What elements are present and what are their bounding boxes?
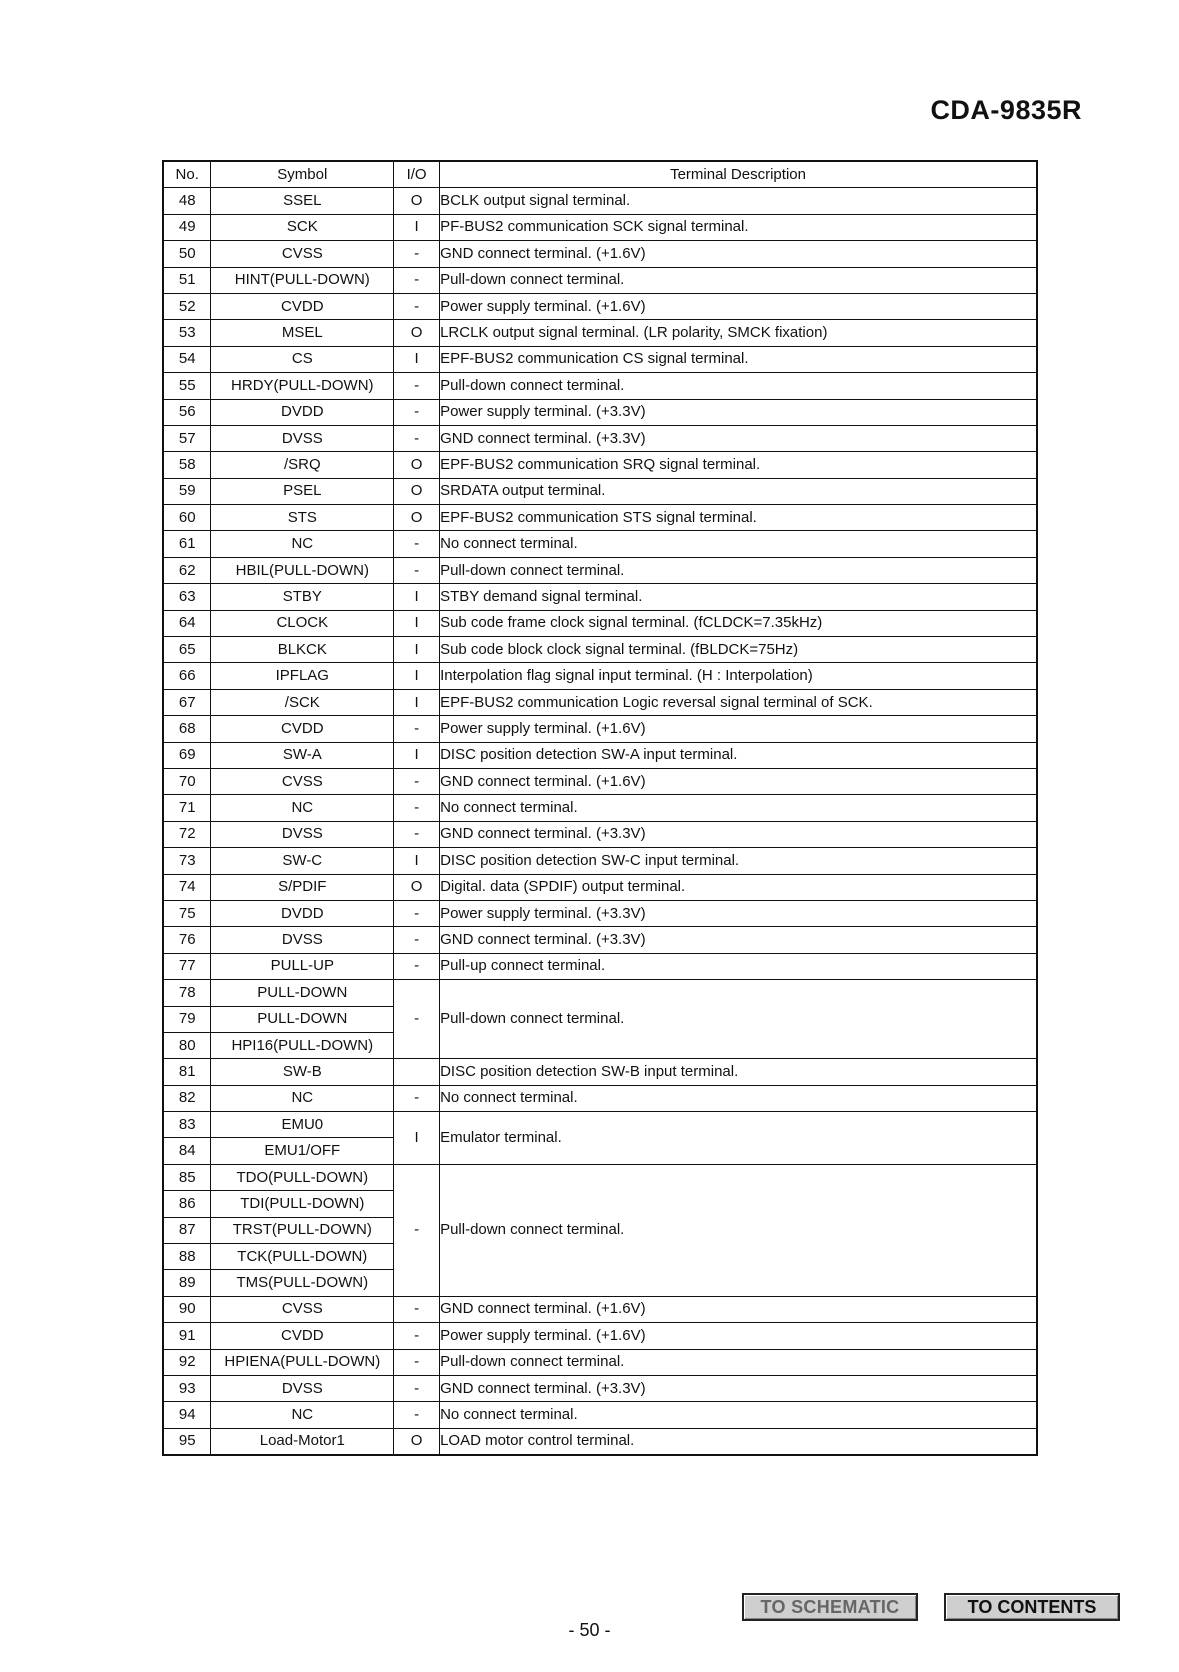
pin-number-cell: 85 — [163, 1164, 211, 1190]
table-row — [163, 795, 1037, 821]
pin-number-cell: 68 — [163, 716, 211, 742]
to-contents-button[interactable]: TO CONTENTS — [944, 1593, 1120, 1621]
pin-number-cell: 57 — [163, 425, 211, 451]
pin-number-cell: 55 — [163, 373, 211, 399]
pin-number-cell: 80 — [163, 1032, 211, 1058]
pin-io-cell: O — [394, 1428, 440, 1455]
table-row — [163, 557, 1037, 583]
pin-description-cell: Pull-down connect terminal. — [440, 267, 1037, 293]
page-number: - 50 - — [568, 1620, 611, 1640]
pin-io-cell: I — [394, 584, 440, 610]
pin-io-cell: - — [394, 795, 440, 821]
table-row — [163, 425, 1037, 451]
pin-number-cell: 79 — [163, 1006, 211, 1032]
pin-description-cell: Emulator terminal. — [440, 1112, 1037, 1165]
pin-symbol-cell: TDO(PULL-DOWN) — [211, 1164, 394, 1190]
pin-io-cell: I — [394, 1112, 440, 1165]
pin-description-cell: Interpolation flag signal input terminal. (H : Interpolation) — [440, 663, 1037, 689]
pin-description-cell: Pull-down connect terminal. — [440, 373, 1037, 399]
pin-number-cell: 82 — [163, 1085, 211, 1111]
pin-symbol-cell: PSEL — [211, 478, 394, 504]
pin-number-cell: 87 — [163, 1217, 211, 1243]
table-row — [163, 610, 1037, 636]
to-schematic-button[interactable]: TO SCHEMATIC — [742, 1593, 918, 1621]
table-row — [163, 953, 1037, 979]
pin-symbol-cell: PULL-UP — [211, 953, 394, 979]
pin-io-cell: - — [394, 716, 440, 742]
pin-symbol-cell: NC — [211, 1085, 394, 1111]
pin-number-cell: 48 — [163, 188, 211, 214]
pin-symbol-cell: MSEL — [211, 320, 394, 346]
pin-symbol-cell: HPIENA(PULL-DOWN) — [211, 1349, 394, 1375]
pin-description-cell: No connect terminal. — [440, 531, 1037, 557]
pin-description-cell: Power supply terminal. (+3.3V) — [440, 900, 1037, 926]
pin-io-cell: - — [394, 373, 440, 399]
pin-io-cell: - — [394, 557, 440, 583]
pin-symbol-cell: CS — [211, 346, 394, 372]
pin-description-cell: PF-BUS2 communication SCK signal terminal. — [440, 214, 1037, 240]
pin-symbol-cell: CVDD — [211, 293, 394, 319]
pin-io-cell: - — [394, 241, 440, 267]
table-row — [163, 452, 1037, 478]
table-row — [163, 531, 1037, 557]
pin-symbol-cell: BLKCK — [211, 637, 394, 663]
pin-symbol-cell: NC — [211, 1402, 394, 1428]
pin-number-cell: 65 — [163, 637, 211, 663]
table-row — [163, 1428, 1037, 1455]
pin-number-cell: 73 — [163, 848, 211, 874]
pin-symbol-cell: CVSS — [211, 241, 394, 267]
header-io: I/O — [394, 161, 440, 188]
pin-symbol-cell: /SRQ — [211, 452, 394, 478]
pin-number-cell: 88 — [163, 1244, 211, 1270]
table-row — [163, 1323, 1037, 1349]
table-row — [163, 1375, 1037, 1401]
table-row — [163, 346, 1037, 372]
pin-number-cell: 50 — [163, 241, 211, 267]
pin-number-cell: 54 — [163, 346, 211, 372]
pin-symbol-cell: SW-A — [211, 742, 394, 768]
pin-description-cell: GND connect terminal. (+1.6V) — [440, 768, 1037, 794]
pin-io-cell: - — [394, 1375, 440, 1401]
pin-description-cell: LOAD motor control terminal. — [440, 1428, 1037, 1455]
pin-io-cell: O — [394, 874, 440, 900]
pin-number-cell: 58 — [163, 452, 211, 478]
pin-io-cell: - — [394, 980, 440, 1059]
pin-symbol-cell: CVSS — [211, 1296, 394, 1322]
pin-io-cell: I — [394, 742, 440, 768]
pin-symbol-cell: HPI16(PULL-DOWN) — [211, 1032, 394, 1058]
table-row — [163, 1085, 1037, 1111]
table-body — [163, 188, 1037, 1455]
pin-description-cell: Pull-up connect terminal. — [440, 953, 1037, 979]
pin-symbol-cell: SCK — [211, 214, 394, 240]
pin-number-cell: 81 — [163, 1059, 211, 1085]
pin-symbol-cell: S/PDIF — [211, 874, 394, 900]
table-row — [163, 663, 1037, 689]
pin-symbol-cell: CVDD — [211, 716, 394, 742]
table-row — [163, 214, 1037, 240]
pin-description-cell: Sub code block clock signal terminal. (fBLDCK=75Hz) — [440, 637, 1037, 663]
pin-io-cell: I — [394, 346, 440, 372]
pin-io-cell: I — [394, 637, 440, 663]
pin-io-cell: - — [394, 1349, 440, 1375]
pin-description-cell: Power supply terminal. (+1.6V) — [440, 716, 1037, 742]
table-row — [163, 188, 1037, 214]
pin-number-cell: 67 — [163, 689, 211, 715]
pin-description-cell: DISC position detection SW-B input terminal. — [440, 1059, 1037, 1085]
table-row — [163, 1349, 1037, 1375]
pin-io-cell: - — [394, 953, 440, 979]
pin-symbol-cell: EMU1/OFF — [211, 1138, 394, 1164]
pin-description-cell: STBY demand signal terminal. — [440, 584, 1037, 610]
table-row — [163, 874, 1037, 900]
table-row — [163, 1059, 1037, 1085]
pin-number-cell: 51 — [163, 267, 211, 293]
pin-symbol-cell: DVDD — [211, 900, 394, 926]
table-row — [163, 1296, 1037, 1322]
table-row — [163, 768, 1037, 794]
pin-io-cell: O — [394, 505, 440, 531]
pin-symbol-cell: EMU0 — [211, 1112, 394, 1138]
pin-description-cell: Digital. data (SPDIF) output terminal. — [440, 874, 1037, 900]
table-row — [163, 689, 1037, 715]
pin-io-cell: - — [394, 927, 440, 953]
pin-description-cell: GND connect terminal. (+1.6V) — [440, 241, 1037, 267]
pin-description-cell: EPF-BUS2 communication Logic reversal signal terminal of SCK. — [440, 689, 1037, 715]
pin-io-cell: I — [394, 214, 440, 240]
pin-io-cell: - — [394, 531, 440, 557]
table-row — [163, 293, 1037, 319]
pin-io-cell: O — [394, 188, 440, 214]
pin-symbol-cell: DVSS — [211, 821, 394, 847]
header-description: Terminal Description — [440, 161, 1037, 188]
pin-symbol-cell: NC — [211, 531, 394, 557]
pin-number-cell: 49 — [163, 214, 211, 240]
pin-description-cell: Pull-down connect terminal. — [440, 1349, 1037, 1375]
pin-io-cell: - — [394, 1085, 440, 1111]
table-row — [163, 900, 1037, 926]
pin-symbol-cell: STBY — [211, 584, 394, 610]
table-row — [163, 267, 1037, 293]
pin-io-cell: - — [394, 425, 440, 451]
pin-description-cell: No connect terminal. — [440, 1085, 1037, 1111]
pin-number-cell: 69 — [163, 742, 211, 768]
pin-symbol-cell: /SCK — [211, 689, 394, 715]
pin-description-cell: Power supply terminal. (+1.6V) — [440, 1323, 1037, 1349]
table-row — [163, 320, 1037, 346]
pin-number-cell: 84 — [163, 1138, 211, 1164]
pin-io-cell: - — [394, 267, 440, 293]
pin-io-cell: - — [394, 768, 440, 794]
document-model-title: CDA-9835R — [930, 95, 1082, 125]
pin-io-cell: - — [394, 821, 440, 847]
pin-symbol-cell: DVSS — [211, 1375, 394, 1401]
pin-io-cell: O — [394, 452, 440, 478]
table-row — [163, 399, 1037, 425]
table-row — [163, 637, 1037, 663]
table-row — [163, 241, 1037, 267]
table-row — [163, 1402, 1037, 1428]
table-row — [163, 373, 1037, 399]
pin-symbol-cell: HRDY(PULL-DOWN) — [211, 373, 394, 399]
pin-description-cell: DISC position detection SW-C input terminal. — [440, 848, 1037, 874]
pin-number-cell: 77 — [163, 953, 211, 979]
pin-description-cell: Pull-down connect terminal. — [440, 980, 1037, 1059]
pin-number-cell: 64 — [163, 610, 211, 636]
pin-number-cell: 53 — [163, 320, 211, 346]
pin-io-cell: I — [394, 848, 440, 874]
pin-number-cell: 71 — [163, 795, 211, 821]
pin-number-cell: 93 — [163, 1375, 211, 1401]
pin-description-table — [162, 160, 1038, 1456]
pin-number-cell: 91 — [163, 1323, 211, 1349]
pin-number-cell: 59 — [163, 478, 211, 504]
pin-symbol-cell: TCK(PULL-DOWN) — [211, 1244, 394, 1270]
table-row — [163, 980, 1037, 1006]
pin-io-cell: - — [394, 900, 440, 926]
pin-number-cell: 66 — [163, 663, 211, 689]
pin-number-cell: 90 — [163, 1296, 211, 1322]
table-row — [163, 478, 1037, 504]
pin-description-cell: No connect terminal. — [440, 1402, 1037, 1428]
pin-number-cell: 75 — [163, 900, 211, 926]
pin-description-cell: GND connect terminal. (+3.3V) — [440, 821, 1037, 847]
pin-symbol-cell: Load-Motor1 — [211, 1428, 394, 1455]
pin-description-cell: Pull-down connect terminal. — [440, 557, 1037, 583]
pin-number-cell: 70 — [163, 768, 211, 794]
pin-symbol-cell: CVDD — [211, 1323, 394, 1349]
pin-symbol-cell: TRST(PULL-DOWN) — [211, 1217, 394, 1243]
pin-symbol-cell: NC — [211, 795, 394, 821]
pin-description-cell: Pull-down connect terminal. — [440, 1164, 1037, 1296]
pin-number-cell: 92 — [163, 1349, 211, 1375]
pin-number-cell: 63 — [163, 584, 211, 610]
pin-io-cell: - — [394, 1323, 440, 1349]
pin-symbol-cell: DVDD — [211, 399, 394, 425]
pin-number-cell: 94 — [163, 1402, 211, 1428]
pin-io-cell: O — [394, 320, 440, 346]
pin-io-cell: I — [394, 663, 440, 689]
pin-number-cell: 86 — [163, 1191, 211, 1217]
table-row — [163, 505, 1037, 531]
pin-symbol-cell: STS — [211, 505, 394, 531]
pin-io-cell: O — [394, 478, 440, 504]
pin-number-cell: 83 — [163, 1112, 211, 1138]
pin-symbol-cell: SW-C — [211, 848, 394, 874]
table-row — [163, 716, 1037, 742]
pin-symbol-cell: PULL-DOWN — [211, 980, 394, 1006]
pin-number-cell: 52 — [163, 293, 211, 319]
pin-symbol-cell: PULL-DOWN — [211, 1006, 394, 1032]
pin-description-cell: No connect terminal. — [440, 795, 1037, 821]
pin-io-cell: I — [394, 610, 440, 636]
pin-description-cell: SRDATA output terminal. — [440, 478, 1037, 504]
pin-symbol-cell: DVSS — [211, 425, 394, 451]
pin-description-cell: EPF-BUS2 communication SRQ signal terminal. — [440, 452, 1037, 478]
table-row — [163, 821, 1037, 847]
pin-io-cell: I — [394, 689, 440, 715]
pin-number-cell: 78 — [163, 980, 211, 1006]
pin-symbol-cell: SW-B — [211, 1059, 394, 1085]
pin-symbol-cell: HBIL(PULL-DOWN) — [211, 557, 394, 583]
pin-description-cell: Power supply terminal. (+1.6V) — [440, 293, 1037, 319]
pin-io-cell: - — [394, 399, 440, 425]
pin-number-cell: 89 — [163, 1270, 211, 1296]
pin-io-cell: - — [394, 293, 440, 319]
pin-description-cell: GND connect terminal. (+3.3V) — [440, 927, 1037, 953]
header-symbol: Symbol — [211, 161, 394, 188]
pin-symbol-cell: TMS(PULL-DOWN) — [211, 1270, 394, 1296]
pin-number-cell: 60 — [163, 505, 211, 531]
pin-symbol-cell: DVSS — [211, 927, 394, 953]
pin-number-cell: 56 — [163, 399, 211, 425]
pin-description-cell: EPF-BUS2 communication STS signal terminal. — [440, 505, 1037, 531]
table-row — [163, 848, 1037, 874]
table-row — [163, 742, 1037, 768]
pin-description-cell: GND connect terminal. (+1.6V) — [440, 1296, 1037, 1322]
pin-number-cell: 62 — [163, 557, 211, 583]
pin-symbol-cell: HINT(PULL-DOWN) — [211, 267, 394, 293]
pin-description-cell: BCLK output signal terminal. — [440, 188, 1037, 214]
pin-description-cell: DISC position detection SW-A input terminal. — [440, 742, 1037, 768]
pin-description-cell: Power supply terminal. (+3.3V) — [440, 399, 1037, 425]
table-row — [163, 927, 1037, 953]
pin-symbol-cell: IPFLAG — [211, 663, 394, 689]
header-no: No. — [163, 161, 211, 188]
pin-number-cell: 95 — [163, 1428, 211, 1455]
pin-description-cell: GND connect terminal. (+3.3V) — [440, 1375, 1037, 1401]
pin-number-cell: 72 — [163, 821, 211, 847]
pin-description-cell: Sub code frame clock signal terminal. (fCLDCK=7.35kHz) — [440, 610, 1037, 636]
pin-description-cell: LRCLK output signal terminal. (LR polarity, SMCK fixation) — [440, 320, 1037, 346]
pin-io-cell: - — [394, 1164, 440, 1296]
pin-io-cell — [394, 1059, 440, 1085]
table-row — [163, 584, 1037, 610]
pin-symbol-cell: TDI(PULL-DOWN) — [211, 1191, 394, 1217]
pin-io-cell: - — [394, 1296, 440, 1322]
pin-io-cell: - — [394, 1402, 440, 1428]
pin-number-cell: 76 — [163, 927, 211, 953]
pin-symbol-cell: SSEL — [211, 188, 394, 214]
pin-symbol-cell: CVSS — [211, 768, 394, 794]
pin-symbol-cell: CLOCK — [211, 610, 394, 636]
table-header-row — [163, 161, 1037, 188]
table-row — [163, 1112, 1037, 1138]
pin-description-cell: GND connect terminal. (+3.3V) — [440, 425, 1037, 451]
pin-number-cell: 61 — [163, 531, 211, 557]
table-row — [163, 1164, 1037, 1190]
pin-description-cell: EPF-BUS2 communication CS signal terminal. — [440, 346, 1037, 372]
pin-number-cell: 74 — [163, 874, 211, 900]
